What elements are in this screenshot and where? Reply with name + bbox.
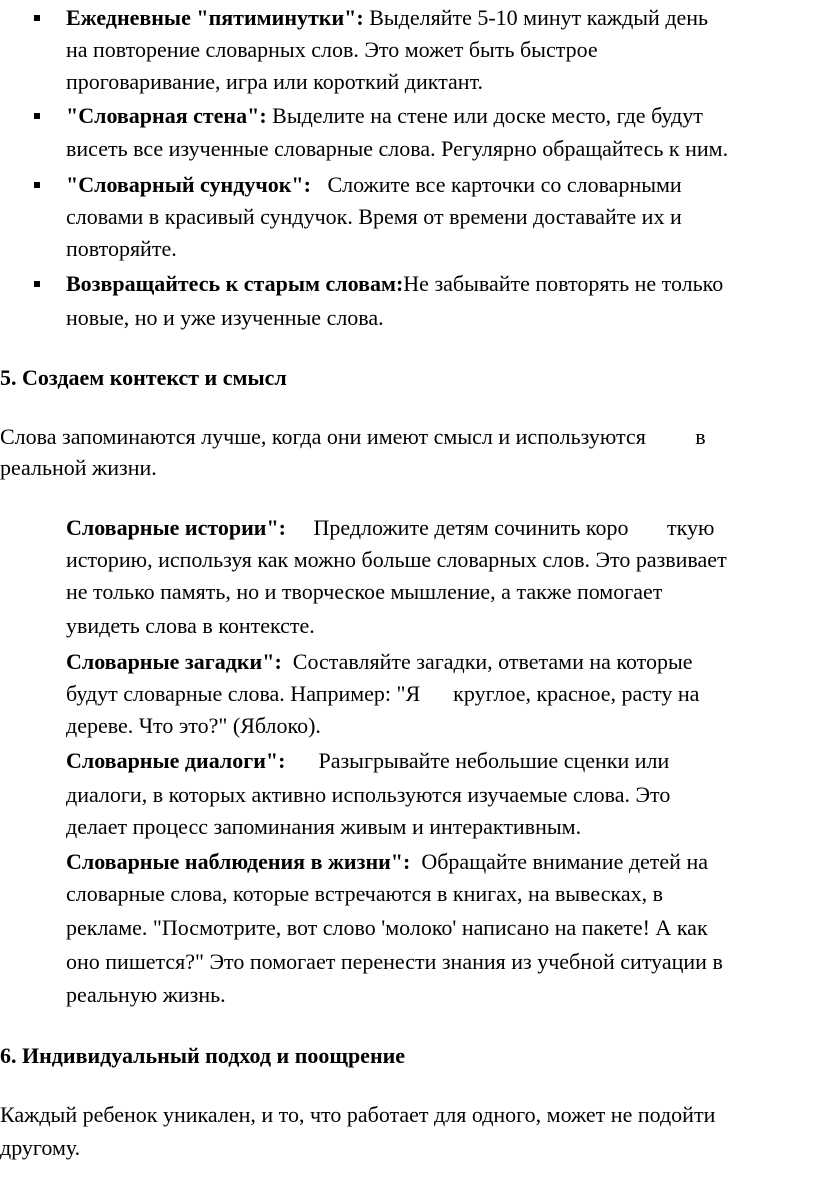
body-text: висеть все изученные словарные слова. Регулярно обращайтесь к ним. [66,136,729,161]
bullet-icon [34,113,40,119]
body-text: не только память, но и творческое мышление, а также помогает [66,579,663,604]
text-line [66,948,723,976]
section-heading [0,1042,405,1070]
body-text: будут словарные слова. Например: "Я круглое, красное, расту на [66,681,700,706]
text-line [66,712,321,740]
body-text: Сложите все карточки со словарными [327,172,682,197]
text-line [66,578,662,606]
body-text: словами в красивый сундучок. Время от времени доставайте их и [66,204,682,229]
text-line [0,423,706,451]
text-line [66,546,727,574]
body-text: словарные слова, которые встречаются в книгах, на вывесках, в [66,881,664,906]
bullet-icon [34,15,40,21]
list-item [66,171,682,199]
text-line [66,135,728,163]
text-line [66,36,598,64]
text-line [66,680,699,708]
list-item [66,4,708,32]
body-text: Выделяйте 5-10 минут каждый день [369,5,709,30]
text-line [66,781,670,809]
text-line [66,747,669,775]
body-text: Составляйте загадки, ответами на которые [292,649,693,674]
text-line [66,235,177,263]
body-text: повторяйте. [66,236,177,261]
list-item [66,102,703,130]
text-line [66,981,226,1009]
body-text: проговаривание, игра или короткий диктант. [66,69,484,94]
section-heading [0,364,287,392]
body-text: Выделите на стене или доске место, где будут [272,103,703,128]
body-text: на повторение словарных слов. Это может быть быстрое [66,37,598,62]
bold-label: Словарные диалоги": [66,748,319,773]
body-text: Обращайте внимание детей на [421,849,708,874]
text-line [66,203,682,231]
bullet-icon [34,281,40,287]
bold-label: "Словарный сундучок": [66,172,328,197]
text-line [0,1101,715,1129]
bullet-icon [34,182,40,188]
body-text: Не забывайте повторять не только [403,271,724,296]
bold-label: Словарные истории": [66,515,314,540]
text-line [66,848,708,876]
body-text: другому. [0,1135,81,1160]
bold-label: Ежедневные "пятиминутки": [66,5,370,30]
body-text: Каждый ребенок уникален, и то, что работает для одного, может не подойти [0,1102,716,1127]
bold-label: Возвращайтесь к старым словам: [66,271,404,296]
body-text: Предложите детям сочинить коро ткую [313,515,715,540]
body-text: реальной жизни. [0,455,157,480]
body-text: Разыгрывайте небольшие сценки или [318,748,670,773]
text-line [66,648,693,676]
text-line [66,880,663,908]
body-text: диалоги, в которых активно используются изучаемые слова. Это [66,782,671,807]
bold-label: "Словарная стена": [66,103,273,128]
body-text: оно пишется?" Это помогает перенести знания из учебной ситуации в [66,949,723,974]
body-text: Слова запоминаются лучше, когда они имеют смысл и используются в [0,424,706,449]
text-line [66,914,708,942]
body-text: новые, но и уже изученные слова. [66,305,384,330]
body-text: реальную жизнь. [66,982,226,1007]
list-item [66,270,723,298]
text-line [0,1134,80,1162]
body-text: делает процесс запоминания живым и интерактивным. [66,814,582,839]
bold-label: 5. Создаем контекст и смысл [0,365,287,390]
text-line [66,68,483,96]
body-text: увидеть слова в контексте. [66,613,315,638]
body-text: дереве. Что это?" (Яблоко). [66,713,321,738]
text-line [66,612,315,640]
text-line [0,454,157,482]
body-text: историю, используя как можно больше словарных слов. Это развивает [66,547,727,572]
text-line [66,304,384,332]
bold-label: Словарные загадки": [66,649,293,674]
text-line [66,813,581,841]
text-line [66,514,714,542]
body-text: рекламе. "Посмотрите, вот слово 'молоко' написано на пакете! А как [66,915,708,940]
bold-label: 6. Индивидуальный подход и поощрение [0,1043,406,1068]
bold-label: Словарные наблюдения в жизни": [66,849,422,874]
